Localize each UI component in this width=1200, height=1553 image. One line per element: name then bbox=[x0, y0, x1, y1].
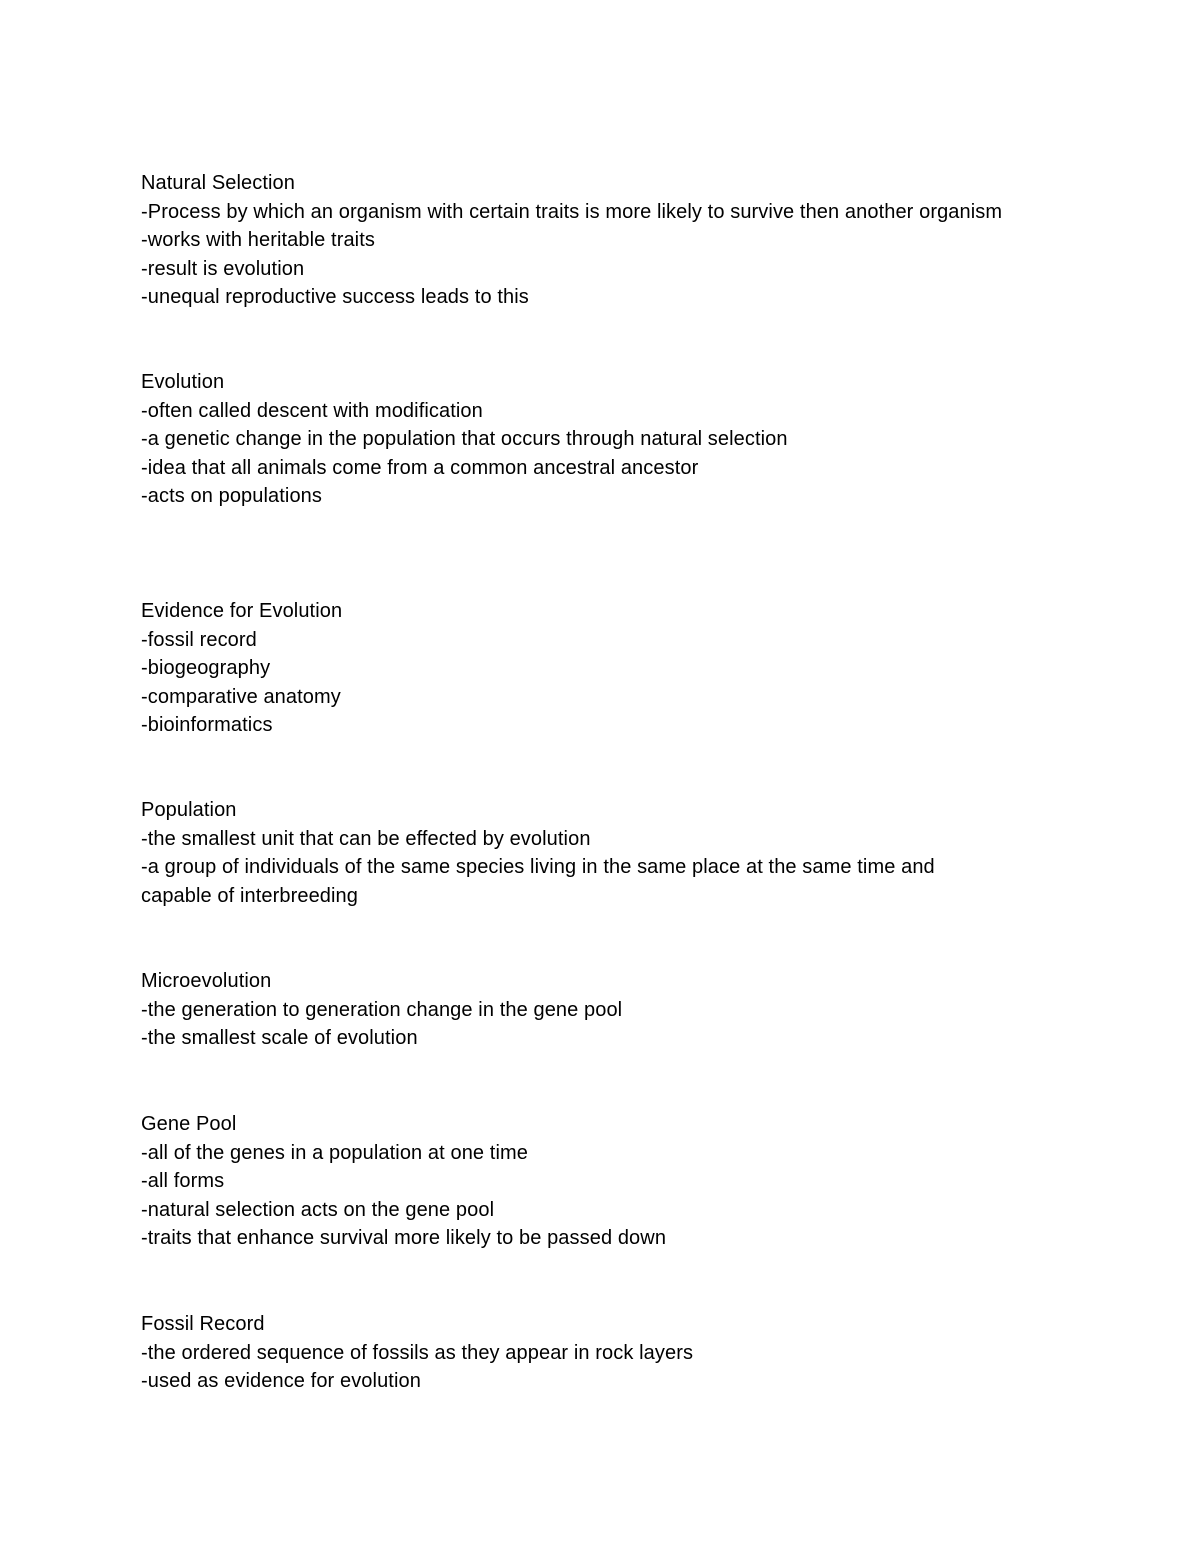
note-line: -used as evidence for evolution bbox=[141, 1370, 421, 1392]
note-line: -Process by which an organism with certain traits is more likely to survive then another organism bbox=[141, 200, 1003, 223]
note-line: -all forms bbox=[141, 1170, 225, 1192]
section-natural-selection bbox=[141, 169, 1081, 312]
note-line: -the smallest unit that can be effected by evolution bbox=[141, 827, 591, 850]
section-fossil-record bbox=[141, 1310, 1081, 1396]
note-line: -acts on populations bbox=[141, 485, 323, 507]
note-line: -result is evolution bbox=[141, 257, 305, 280]
note-line: -works with heritable traits bbox=[141, 229, 375, 251]
note-line: -the ordered sequence of fossils as they appear in rock layers bbox=[141, 1341, 694, 1364]
note-line: -unequal reproductive success leads to this bbox=[141, 286, 529, 308]
section-title: Evidence for Evolution bbox=[141, 600, 343, 622]
note-line: -a genetic change in the population that occurs through natural selection bbox=[141, 428, 788, 450]
section-evidence-for-evolution bbox=[141, 597, 1081, 740]
note-line: -bioinformatics bbox=[141, 714, 273, 736]
section-microevolution bbox=[141, 967, 1081, 1053]
note-line: -a group of individuals of the same species living in the same place at the same time and bbox=[141, 856, 935, 878]
section-title: Evolution bbox=[141, 371, 225, 393]
note-line: -fossil record bbox=[141, 628, 257, 651]
section-title: Fossil Record bbox=[141, 1313, 265, 1335]
note-line: -biogeography bbox=[141, 657, 271, 679]
note-line: -the smallest scale of evolution bbox=[141, 1027, 418, 1049]
note-line: -comparative anatomy bbox=[141, 685, 341, 708]
section-title: Natural Selection bbox=[141, 172, 296, 194]
note-line: -the generation to generation change in the gene pool bbox=[141, 998, 623, 1021]
section-title: Gene Pool bbox=[141, 1113, 237, 1135]
section-title: Microevolution bbox=[141, 970, 272, 992]
note-line: -often called descent with modification bbox=[141, 399, 483, 422]
note-line: capable of interbreeding bbox=[141, 884, 358, 907]
section-population bbox=[141, 796, 1081, 910]
note-line: -all of the genes in a population at one time bbox=[141, 1141, 528, 1164]
note-line: -natural selection acts on the gene pool bbox=[141, 1198, 495, 1221]
section-evolution bbox=[141, 368, 1081, 511]
section-title: Population bbox=[141, 799, 237, 821]
section-gene-pool bbox=[141, 1110, 1081, 1253]
note-line: -idea that all animals come from a common ancestral ancestor bbox=[141, 456, 699, 479]
note-line: -traits that enhance survival more likely to be passed down bbox=[141, 1227, 667, 1249]
